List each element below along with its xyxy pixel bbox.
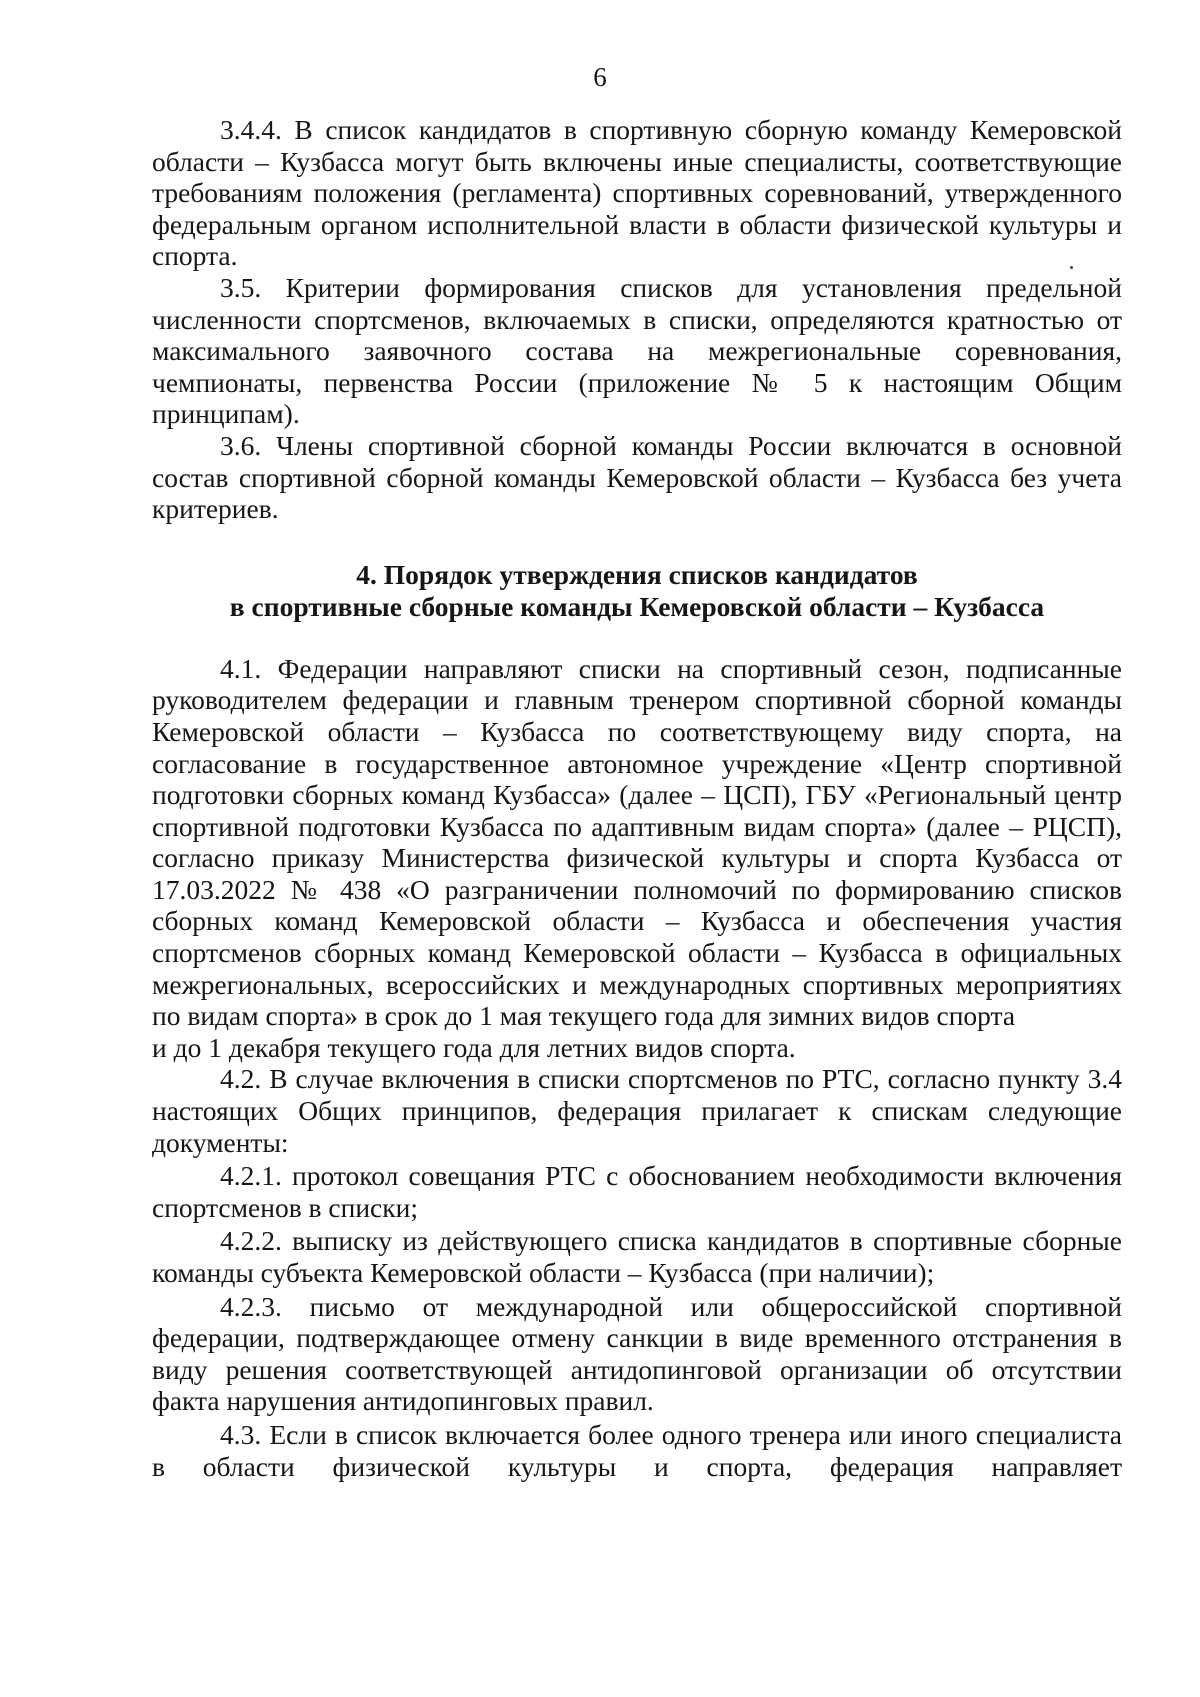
paragraph-4-3: 4.3. Если в список включается более одного тренера или иного специалиста в области физической культуры и спорта, федерация направляет	[152, 1418, 1122, 1482]
paragraph-4-2-2: 4.2.2. выписку из действующего списка кандидатов в спортивные сборные команды субъекта Кемеровской области – Кузбасса (при наличии);	[152, 1225, 1122, 1288]
paragraph-3-4-4: 3.4.4. В список кандидатов в спортивную сборную команду Кемеровской области – Кузбасса могут быть включены иные специалисты, соответствующие требованиям положения (регламента) спортивных соревнований, утвержденного федеральным органом исполнительной власти в области физической культуры и спорта.	[152, 114, 1122, 272]
paragraph-4-1-continued: и до 1 декабря текущего года для летних видов спорта.	[152, 1031, 796, 1063]
paragraph-4-2-1: 4.2.1. протокол совещания РТС с обоснованием необходимости включения спортсменов в списки;	[152, 1160, 1122, 1223]
paragraph-3-6: 3.6. Члены спортивной сборной команды России включатся в основной состав спортивной сборной команды Кемеровской области – Кузбасса без учета критериев.	[152, 429, 1122, 525]
document-body	[152, 114, 1122, 1482]
page-number: 6	[593, 62, 607, 92]
paragraph-4-1: 4.1. Федерации направляют списки на спортивный сезон, подписанные руководителем федерации и главным тренером спортивной сборной команды Кемеровской области – Кузбасса по соответствующему виду спорта, на согласование в государственное автономное учреждение «Центр спортивной подготовки сборных команд Кузбасса» (далее – ЦСП), ГБУ «Региональный центр спортивной подготовки Кузбасса по адаптивным видам спорта» (далее – РЦСП), согласно приказу Министерства физической культуры и спорта Кузбасса от 17.03.2022 № 438 «О разграничении полномочий по формированию списков сборных команд Кемеровской области – Кузбасса и обеспечения участия спортсменов сборных команд Кемеровской области – Кузбасса в официальных межрегиональных, всероссийских и международных спортивных мероприятиях по видам спорта» в срок до 1 мая текущего года для зимних видов спорта	[152, 652, 1122, 1032]
heading-line-1: 4. Порядок утверждения списков кандидатов	[356, 558, 918, 590]
paragraph-3-5: 3.5. Критерии формирования списков для установления предельной численности спортсменов, включаемых в списки, определяются кратностью от максимального заявочного состава на межрегиональные соревнования, чемпионаты, первенства России (приложение № 5 к настоящим Общим принципам).	[152, 271, 1122, 430]
heading-line-2: в спортивные сборные команды Кемеровской области – Кузбасса	[229, 590, 1045, 622]
paragraph-4-2-3: 4.2.3. письмо от международной или общероссийской спортивной федерации, подтверждающее отмену санкции в виде временного отстранения в виду решения соответствующей антидопинговой организации об отсутствии факта нарушения антидопинговых правил.	[152, 1290, 1122, 1417]
paragraph-4-2: 4.2. В случае включения в списки спортсменов по РТС, согласно пункту 3.4 настоящих Общих принципов, федерация прилагает к спискам следующие документы:	[152, 1063, 1122, 1158]
section-heading-4	[152, 559, 1122, 623]
